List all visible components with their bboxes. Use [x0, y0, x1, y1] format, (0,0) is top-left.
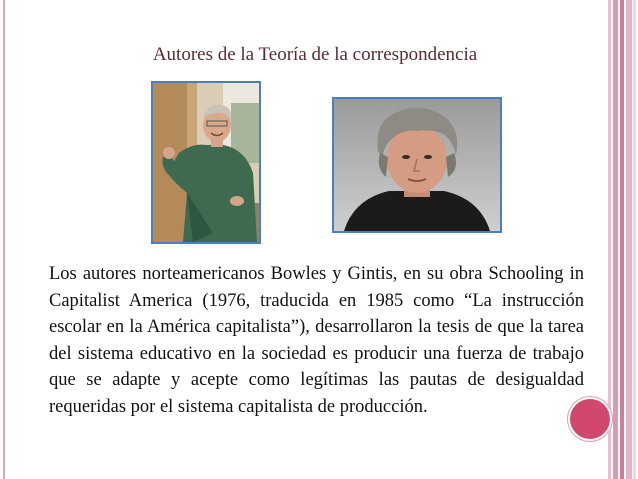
author-photo-gintis	[332, 97, 502, 233]
left-border-line	[3, 0, 5, 479]
decorative-circle	[568, 397, 612, 441]
author-photo-bowles	[151, 81, 261, 244]
slide-title: Autores de la Teoría de la correspondencia	[152, 44, 478, 65]
author-photo-bowles-illustration	[153, 83, 259, 242]
right-stripe-3	[620, 0, 624, 479]
right-stripe-4	[626, 0, 632, 479]
right-stripe-5	[633, 0, 636, 479]
right-stripe-2	[613, 0, 618, 479]
slide-body-text: Los autores norteamericanos Bowles y Gintis, en su obra Schooling in Capitalist America (1976, traducida en 1985 como “La instrucción escolar en la América capitalista”), desarrollaron la tesis de que la tarea del sistema educativo en la sociedad es producir una fuerza de trabajo que se adapte y acepte como legítimas las pautas de desigualdad requeridas por el sistema capitalista de producción.	[49, 264, 584, 417]
author-photo-gintis-illustration	[334, 99, 500, 231]
